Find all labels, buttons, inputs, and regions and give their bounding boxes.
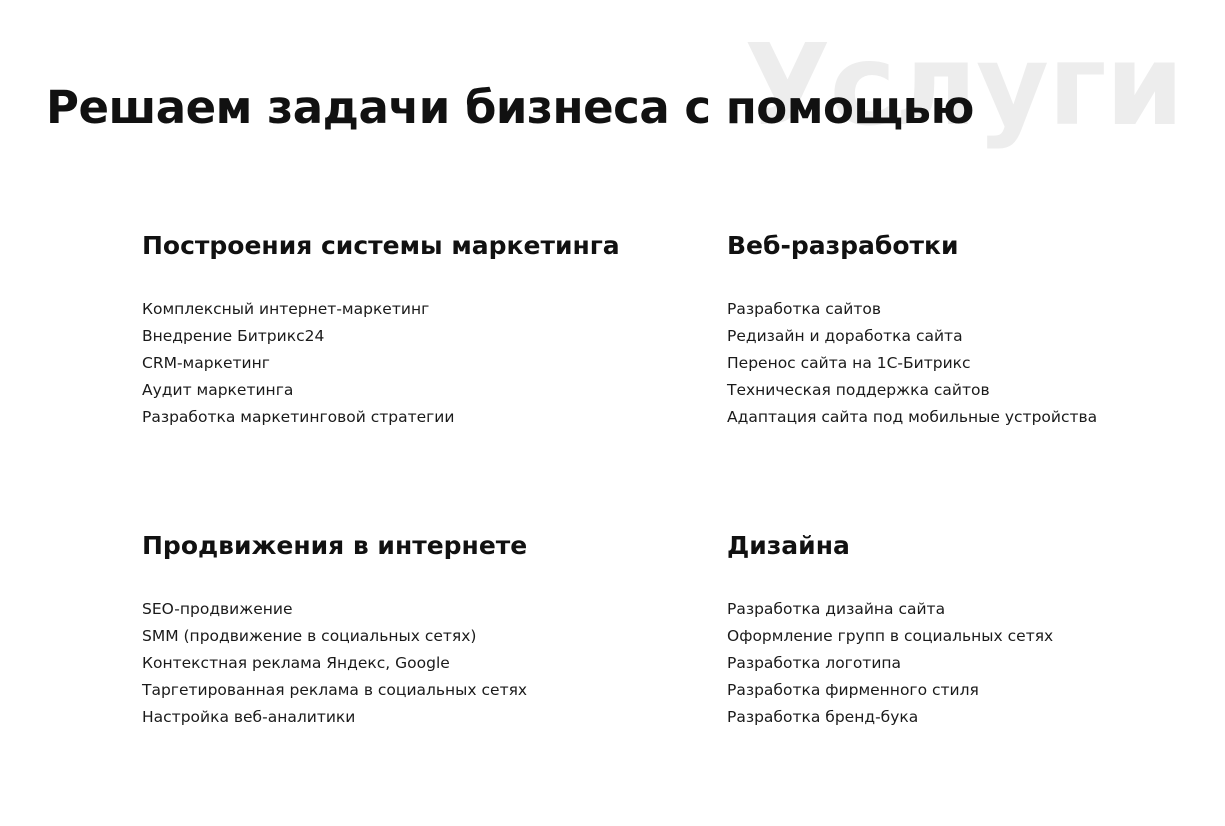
services-grid bbox=[142, 226, 1142, 826]
service-card-title: Продвижения в интернете bbox=[142, 531, 528, 560]
service-link[interactable]: Таргетированная реклама в социальных сетях bbox=[142, 681, 528, 699]
service-list bbox=[142, 596, 727, 731]
service-item bbox=[142, 323, 727, 350]
service-item bbox=[727, 323, 1142, 350]
service-card-title: Веб-разработки bbox=[727, 231, 959, 260]
service-item bbox=[727, 677, 1142, 704]
service-link[interactable]: Комплексный интернет-маркетинг bbox=[142, 300, 430, 318]
service-card-promotion bbox=[142, 526, 727, 826]
service-item bbox=[142, 377, 727, 404]
service-link[interactable]: Настройка веб-аналитики bbox=[142, 708, 356, 726]
service-card-marketing bbox=[142, 226, 727, 526]
service-item bbox=[727, 623, 1142, 650]
service-link[interactable]: Разработка логотипа bbox=[727, 654, 902, 672]
service-card-design bbox=[727, 526, 1142, 826]
service-item bbox=[727, 596, 1142, 623]
service-card-title: Построения системы маркетинга bbox=[142, 231, 620, 260]
service-link[interactable]: CRM-маркетинг bbox=[142, 354, 270, 372]
service-link[interactable]: Редизайн и доработка сайта bbox=[727, 327, 963, 345]
service-link[interactable]: Разработка дизайна сайта bbox=[727, 600, 946, 618]
service-link[interactable]: Внедрение Битрикс24 bbox=[142, 327, 325, 345]
service-link[interactable]: Перенос сайта на 1С-Битрикс bbox=[727, 354, 971, 372]
service-list bbox=[727, 596, 1142, 731]
service-card-title: Дизайна bbox=[727, 531, 850, 560]
service-link[interactable]: Разработка сайтов bbox=[727, 300, 882, 318]
service-link[interactable]: Разработка маркетинговой стратегии bbox=[142, 408, 455, 426]
service-item bbox=[727, 296, 1142, 323]
service-item bbox=[727, 650, 1142, 677]
service-item bbox=[727, 704, 1142, 731]
service-item bbox=[727, 404, 1142, 431]
service-link[interactable]: SMM (продвижение в социальных сетях) bbox=[142, 627, 477, 645]
page-title: Решаем задачи бизнеса с помощью bbox=[46, 81, 974, 134]
service-list bbox=[142, 296, 727, 431]
service-item bbox=[727, 377, 1142, 404]
service-link[interactable]: Разработка фирменного стиля bbox=[727, 681, 979, 699]
service-card-web-development bbox=[727, 226, 1142, 526]
service-link[interactable]: Техническая поддержка сайтов bbox=[727, 381, 990, 399]
service-link[interactable]: Оформление групп в социальных сетях bbox=[727, 627, 1054, 645]
service-item bbox=[142, 650, 727, 677]
service-item bbox=[142, 404, 727, 431]
service-link[interactable]: Адаптация сайта под мобильные устройства bbox=[727, 408, 1098, 426]
service-link[interactable]: Контекстная реклама Яндекс, Google bbox=[142, 654, 450, 672]
service-link[interactable]: Разработка бренд-бука bbox=[727, 708, 919, 726]
service-item bbox=[142, 350, 727, 377]
service-item bbox=[142, 596, 727, 623]
service-list bbox=[727, 296, 1142, 431]
service-link[interactable]: Аудит маркетинга bbox=[142, 381, 294, 399]
service-item bbox=[727, 350, 1142, 377]
service-item bbox=[142, 623, 727, 650]
service-item bbox=[142, 704, 727, 731]
service-item bbox=[142, 677, 727, 704]
service-link[interactable]: SEO-продвижение bbox=[142, 600, 293, 618]
services-watermark: Услуги bbox=[744, 21, 1183, 151]
service-item bbox=[142, 296, 727, 323]
